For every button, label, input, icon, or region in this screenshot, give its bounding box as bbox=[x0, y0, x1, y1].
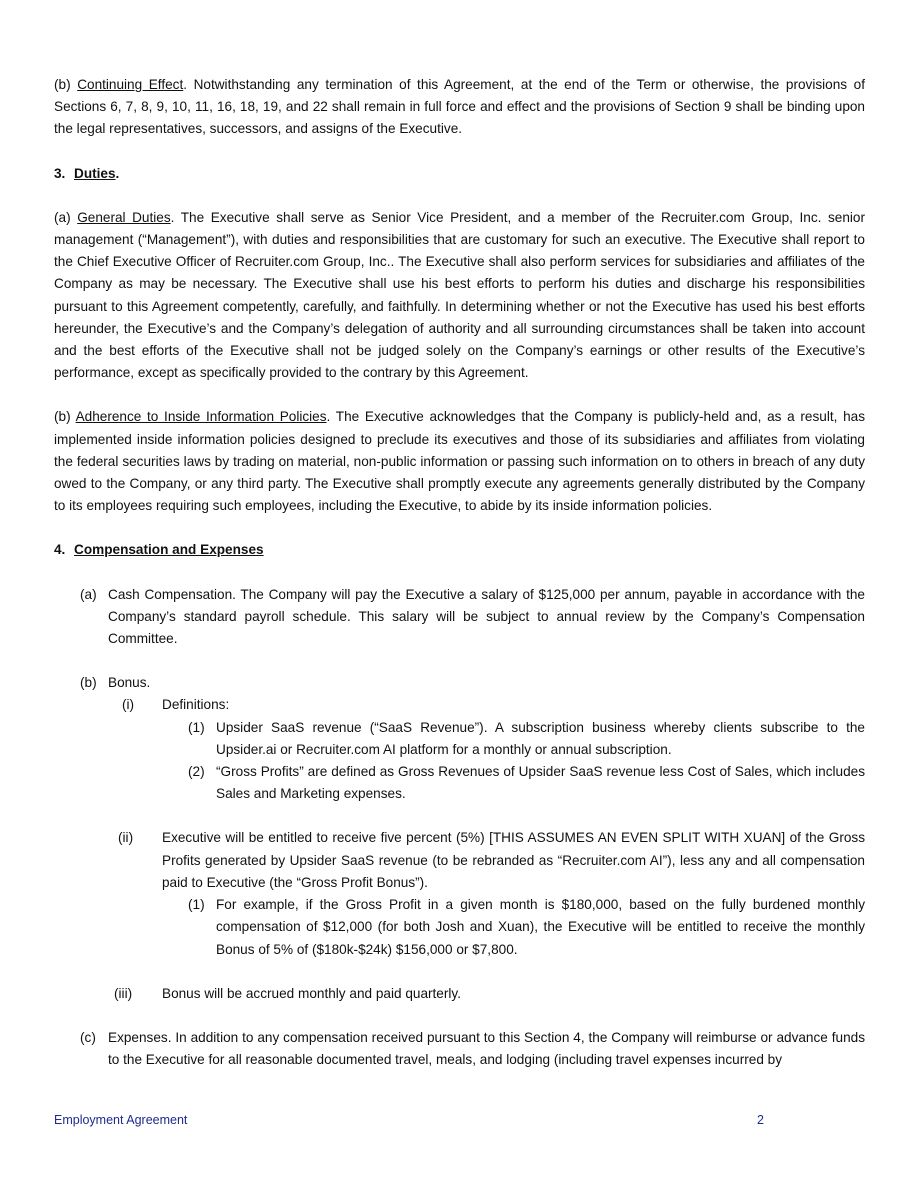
section-3a-title: General Duties bbox=[77, 209, 171, 225]
section-4a-label: (a) bbox=[80, 586, 97, 602]
section-4c-text: Expenses. In addition to any compensation received pursuant to this Section 4, the Company will reimburse or advance funds to the Executive for all reasonable documented travel, meals, and lodging (including travel expenses incurred by bbox=[108, 1029, 865, 1068]
section-4a-item bbox=[80, 584, 865, 651]
section-4b-i-2-label: (2) bbox=[188, 764, 205, 780]
section-4b-ii-label: (ii) bbox=[118, 830, 134, 846]
section-3a-paragraph bbox=[54, 207, 865, 385]
section-4b-i-1-text: Upsider SaaS revenue (“SaaS Revenue”). A subscription business whereby clients subscribe to the Upsider.ai or Recruiter.com AI platform for a monthly or annual subscription. bbox=[216, 719, 865, 757]
section-4-title: Compensation and Expenses bbox=[74, 542, 264, 558]
section-4-heading bbox=[54, 539, 865, 561]
section-4b-ii-item bbox=[114, 827, 865, 894]
section-3-heading bbox=[54, 163, 865, 185]
footer-page-number: 2 bbox=[757, 1113, 764, 1127]
section-4b-i-2-item bbox=[188, 761, 865, 805]
section-3b-text: . The Executive acknowledges that the Company is publicly-held and, as a result, has implemented inside information policies designed to preclude its executives and those of its subsidiaries and affiliates from violating the federal securities laws by trading on material, non-public information or passing such information on to others in breach of any duty owed to the Company, or any third party. The Executive shall promptly execute any agreements generally distributed by the Company to its employees requiring such employees, including the Executive, to abide by its inside information policies. bbox=[54, 409, 865, 514]
section-4b-label: (b) bbox=[80, 675, 97, 691]
section-3-period: . bbox=[115, 165, 120, 181]
section-3b-paragraph bbox=[54, 406, 865, 517]
section-4b-iii-label: (iii) bbox=[114, 985, 133, 1001]
section-4b-ii-1-text: For example, if the Gross Profit in a given month is $180,000, based on the fully burdened monthly compensation of $12,000 (for both Josh and Xuan), the Executive will be entitled to receive the monthly Bonus of 5% of ($180k-$24k) $156,000 or $7,800. bbox=[216, 897, 865, 957]
section-4b-i-1-label: (1) bbox=[188, 719, 205, 735]
section-2b-paragraph bbox=[54, 74, 865, 141]
section-4b-i-label: (i) bbox=[122, 697, 135, 713]
section-2b-title: Continuing Effect bbox=[77, 77, 184, 92]
section-4b-iii-text: Bonus will be accrued monthly and paid quarterly. bbox=[162, 985, 461, 1001]
section-4b-i-item bbox=[114, 694, 865, 716]
section-4b-ii-1-item bbox=[188, 894, 865, 961]
section-4b-i-text: Definitions: bbox=[162, 697, 230, 713]
section-4b-i-2-text: “Gross Profits” are defined as Gross Revenues of Upsider SaaS revenue less Cost of Sales, which includes Sales and Marketing expenses. bbox=[216, 764, 865, 802]
section-3-title: Duties bbox=[74, 165, 116, 181]
section-3-number: 3. bbox=[54, 165, 66, 181]
section-3b-title: Adherence to Inside Information Policies bbox=[75, 409, 327, 425]
section-4a-text: Cash Compensation. The Company will pay the Executive a salary of $125,000 per annum, payable in accordance with the Company’s standard payroll schedule. This salary will be subject to annual review by the Company’s Compensation Committee. bbox=[108, 586, 865, 647]
page-footer bbox=[54, 1113, 764, 1127]
section-4c-item bbox=[80, 1027, 865, 1071]
section-4c-label: (c) bbox=[80, 1029, 96, 1045]
section-4b-i-1-item bbox=[188, 717, 865, 761]
section-4b-iii-item bbox=[114, 983, 865, 1005]
section-3a-label: (a) bbox=[54, 209, 71, 225]
section-4b-item bbox=[80, 672, 865, 694]
section-4b-text: Bonus. bbox=[108, 675, 151, 691]
section-4-number: 4. bbox=[54, 542, 66, 558]
section-2b-label: (b) bbox=[54, 77, 71, 92]
footer-title: Employment Agreement bbox=[54, 1113, 188, 1127]
section-3b-label: (b) bbox=[54, 409, 71, 425]
document-body bbox=[54, 74, 865, 1071]
section-3a-text: . The Executive shall serve as Senior Vice President, and a member of the Recruiter.com Group, Inc. senior management (“Management”), with duties and responsibilities that are customary for such an executive. The Executive shall report to the Chief Executive Officer of Recruiter.com Group, Inc.. The Executive shall also perform services for subsidiaries and affiliates of the Company as may be necessary. The Executive shall use his best efforts to perform his duties and discharge his responsibilities pursuant to this Agreement competently, carefully, and faithfully. In determining whether or not the Executive has used his best efforts hereunder, the Executive’s and the Company’s delegation of authority and all surrounding circumstances shall be taken into account and the best efforts of the Executive shall not be judged solely on the Company’s earnings or other results of the Executive’s performance, except as specifically provided to the contrary by this Agreement. bbox=[54, 209, 865, 381]
section-2b-text: . Notwithstanding any termination of this Agreement, at the end of the Term or otherwise, the provisions of Sections 6, 7, 8, 9, 10, 11, 16, 18, 19, and 22 shall remain in full force and effect and the provisions of Section 9 shall be binding upon the legal representatives, successors, and assigns of the Executive. bbox=[54, 77, 865, 137]
section-4b-ii-1-label: (1) bbox=[188, 897, 205, 913]
section-4b-ii-text: Executive will be entitled to receive five percent (5%) [THIS ASSUMES AN EVEN SPLIT WITH XUAN] of the Gross Profits generated by Upsider SaaS revenue (to be rebranded as “Recruiter.com AI”), less any and all compensation paid to Executive (the “Gross Profit Bonus”). bbox=[162, 830, 865, 890]
